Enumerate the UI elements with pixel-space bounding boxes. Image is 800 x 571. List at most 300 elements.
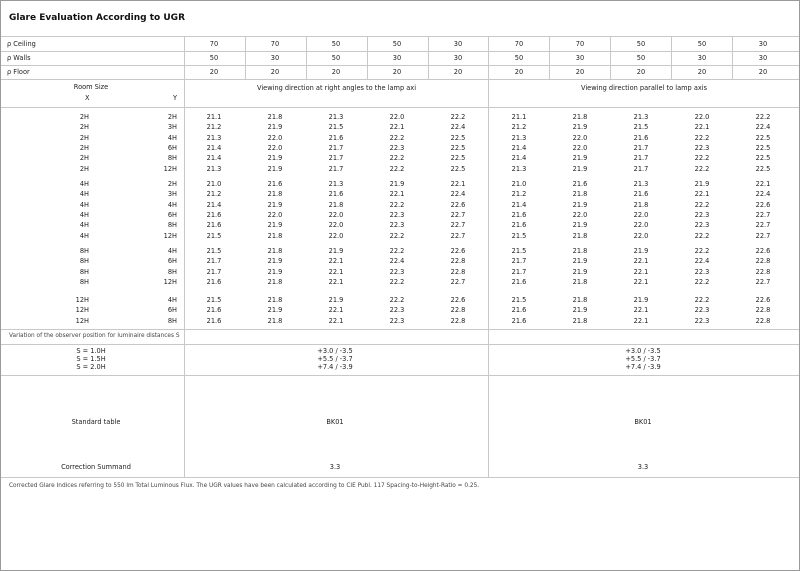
reflectance-value: 70 <box>209 40 219 48</box>
ugr-perpendicular-value: 22.7 <box>450 231 466 240</box>
ugr-parallel-value: 22.8 <box>755 316 771 325</box>
reflectance-label: ρ Ceiling <box>7 40 36 48</box>
reflectance-col-divider-2 <box>367 36 368 79</box>
ugr-parallel-value: 22.1 <box>633 257 649 266</box>
ugr-perpendicular-value: 21.3 <box>328 113 344 121</box>
ugr-perpendicular-value: 21.8 <box>267 277 283 286</box>
ugr-perpendicular-value: 22.7 <box>450 221 466 230</box>
ugr-perpendicular-value: 22.6 <box>450 296 466 304</box>
ugr-parallel-value: 22.7 <box>755 277 771 286</box>
ugr-parallel-value: 21.7 <box>633 164 649 173</box>
reflectance-value: 30 <box>453 54 463 62</box>
room-x-value: 8H <box>79 257 89 266</box>
ugr-perpendicular-value: 22.2 <box>389 247 405 255</box>
reflectance-col-divider-0 <box>245 36 246 79</box>
reflectance-value: 30 <box>392 54 402 62</box>
spacing-value: S = 2.0H <box>76 363 106 371</box>
ugr-parallel-value: 22.1 <box>633 277 649 286</box>
room-y-value: 6H <box>167 306 177 315</box>
ugr-perpendicular-value: 21.7 <box>206 257 222 266</box>
ugr-perpendicular-value: 22.8 <box>450 316 466 325</box>
ugr-parallel-value: 21.0 <box>511 180 527 188</box>
ugr-parallel-value: 22.1 <box>633 267 649 276</box>
room-x-value: 12H <box>75 306 89 315</box>
standard-table-parallel: BK01 <box>634 418 652 426</box>
spacing-value: S = 1.0H <box>76 347 106 355</box>
ugr-perpendicular-value: 21.6 <box>206 277 222 286</box>
variation-parallel-value: +7.4 / -3.9 <box>625 363 661 371</box>
ugr-parallel-value: 22.1 <box>633 316 649 325</box>
ugr-perpendicular-value: 21.7 <box>328 143 344 152</box>
ugr-perpendicular-value: 22.2 <box>389 296 405 304</box>
reflectance-label: ρ Floor <box>7 68 30 76</box>
ugr-perpendicular-value: 22.0 <box>328 221 344 230</box>
standard-table-label: Standard table <box>71 418 121 426</box>
ugr-perpendicular-value: 21.6 <box>328 190 344 199</box>
room-x-value: 2H <box>79 143 89 152</box>
ugr-parallel-value: 21.9 <box>633 296 649 304</box>
ugr-perpendicular-value: 22.3 <box>389 306 405 315</box>
ugr-parallel-value: 21.5 <box>511 296 527 304</box>
reflectance-col-divider-4 <box>549 36 550 79</box>
ugr-perpendicular-value: 22.1 <box>450 180 466 188</box>
ugr-parallel-value: 21.3 <box>511 133 527 142</box>
ugr-parallel-value: 21.5 <box>633 123 649 132</box>
ugr-parallel-value: 21.8 <box>572 296 588 304</box>
ugr-parallel-value: 22.8 <box>755 257 771 266</box>
ugr-perpendicular-value: 22.2 <box>450 113 466 121</box>
reflectance-col-divider-3 <box>428 36 429 79</box>
room-x-value: 4H <box>79 231 89 240</box>
ugr-parallel-value: 22.3 <box>694 267 710 276</box>
ugr-parallel-value: 22.2 <box>694 247 710 255</box>
ugr-perpendicular-value: 21.6 <box>206 316 222 325</box>
ugr-parallel-value: 22.2 <box>694 231 710 240</box>
ugr-perpendicular-value: 22.5 <box>450 143 466 152</box>
ugr-perpendicular-value: 21.3 <box>206 133 222 142</box>
ugr-perpendicular-value: 22.7 <box>450 277 466 286</box>
divider-2 <box>1 65 799 66</box>
ugr-parallel-value: 22.7 <box>755 221 771 230</box>
ugr-perpendicular-value: 22.8 <box>450 267 466 276</box>
room-x-value: 12H <box>75 316 89 325</box>
ugr-parallel-value: 22.0 <box>694 113 710 121</box>
room-y-value: 6H <box>167 143 177 152</box>
ugr-perpendicular-value: 22.3 <box>389 316 405 325</box>
ugr-parallel-value: 21.7 <box>511 267 527 276</box>
ugr-perpendicular-value: 21.9 <box>267 257 283 266</box>
reflectance-value: 50 <box>331 40 341 48</box>
ugr-perpendicular-value: 22.1 <box>328 306 344 315</box>
ugr-perpendicular-value: 22.3 <box>389 221 405 230</box>
ugr-perpendicular-value: 22.2 <box>389 164 405 173</box>
ugr-perpendicular-value: 22.1 <box>328 267 344 276</box>
variation-perpendicular-value: +5.5 / -3.7 <box>317 355 353 363</box>
room-x-value: 4H <box>79 210 89 219</box>
room-x-value: 8H <box>79 277 89 286</box>
ugr-perpendicular-value: 22.3 <box>389 143 405 152</box>
ugr-parallel-value: 22.6 <box>755 247 771 255</box>
divider-4 <box>1 107 799 108</box>
divider-8 <box>1 477 799 478</box>
ugr-perpendicular-value: 21.6 <box>206 306 222 315</box>
ugr-parallel-value: 21.6 <box>633 190 649 199</box>
ugr-perpendicular-value: 22.2 <box>389 200 405 209</box>
ugr-parallel-value: 22.5 <box>755 164 771 173</box>
room-x-value: 4H <box>79 200 89 209</box>
ugr-parallel-value: 22.2 <box>694 164 710 173</box>
y-header: Y <box>173 94 178 102</box>
reflectance-value: 30 <box>758 40 768 48</box>
ugr-parallel-value: 21.9 <box>572 306 588 315</box>
room-x-value: 4H <box>79 180 89 188</box>
ugr-perpendicular-value: 21.8 <box>267 296 283 304</box>
ugr-parallel-value: 21.8 <box>572 113 588 121</box>
variation-parallel-value: +3.0 / -3.5 <box>625 347 661 355</box>
ugr-parallel-value: 21.8 <box>633 200 649 209</box>
room-x-value: 2H <box>79 133 89 142</box>
ugr-parallel-value: 22.3 <box>694 306 710 315</box>
room-y-value: 8H <box>167 221 177 230</box>
ugr-perpendicular-value: 22.0 <box>267 133 283 142</box>
divider-3 <box>1 79 799 80</box>
ugr-parallel-value: 22.3 <box>694 316 710 325</box>
ugr-parallel-value: 22.0 <box>572 210 588 219</box>
reflectance-value: 20 <box>758 68 768 76</box>
ugr-parallel-value: 21.7 <box>511 257 527 266</box>
room-y-value: 12H <box>163 277 177 286</box>
ugr-perpendicular-value: 22.2 <box>389 277 405 286</box>
room-y-value: 4H <box>167 200 177 209</box>
room-y-value: 4H <box>167 296 177 304</box>
ugr-perpendicular-value: 21.9 <box>328 296 344 304</box>
ugr-parallel-value: 22.5 <box>755 133 771 142</box>
ugr-parallel-value: 22.2 <box>694 200 710 209</box>
ugr-parallel-value: 21.2 <box>511 190 527 199</box>
room-x-value: 8H <box>79 267 89 276</box>
reflectance-value: 50 <box>636 40 646 48</box>
ugr-parallel-value: 21.9 <box>694 180 710 188</box>
ugr-perpendicular-value: 22.1 <box>328 277 344 286</box>
reflectance-value: 20 <box>331 68 341 76</box>
ugr-perpendicular-value: 22.6 <box>450 247 466 255</box>
reflectance-col-divider-7 <box>732 36 733 79</box>
room-x-value: 4H <box>79 221 89 230</box>
ugr-perpendicular-value: 21.9 <box>328 247 344 255</box>
ugr-parallel-value: 22.3 <box>694 143 710 152</box>
ugr-perpendicular-value: 21.5 <box>206 231 222 240</box>
reflectance-value: 30 <box>270 54 280 62</box>
room-y-value: 6H <box>167 257 177 266</box>
ugr-perpendicular-value: 21.0 <box>206 180 222 188</box>
room-y-value: 2H <box>167 113 177 121</box>
divider-7 <box>1 375 799 376</box>
room-x-value: 2H <box>79 154 89 163</box>
ugr-parallel-value: 22.0 <box>572 133 588 142</box>
ugr-parallel-value: 21.9 <box>572 267 588 276</box>
variation-perpendicular-value: +3.0 / -3.5 <box>317 347 353 355</box>
reflectance-col-divider-5 <box>610 36 611 79</box>
ugr-perpendicular-value: 22.5 <box>450 154 466 163</box>
ugr-parallel-value: 21.7 <box>633 143 649 152</box>
room-y-value: 12H <box>163 231 177 240</box>
reflectance-value: 30 <box>758 54 768 62</box>
room-x-value: 2H <box>79 113 89 121</box>
ugr-parallel-value: 22.1 <box>694 190 710 199</box>
ugr-perpendicular-value: 21.5 <box>328 123 344 132</box>
ugr-perpendicular-value: 22.2 <box>389 133 405 142</box>
ugr-perpendicular-value: 22.8 <box>450 306 466 315</box>
reflectance-value: 50 <box>392 40 402 48</box>
perpendicular-view-header: Viewing direction at right angles to the lamp axi <box>256 84 417 92</box>
ugr-parallel-value: 21.6 <box>511 210 527 219</box>
ugr-parallel-value: 21.8 <box>572 247 588 255</box>
ugr-perpendicular-value: 22.8 <box>450 257 466 266</box>
room-x-value: 2H <box>79 123 89 132</box>
reflectance-value: 50 <box>697 40 707 48</box>
ugr-perpendicular-value: 21.9 <box>267 267 283 276</box>
ugr-parallel-value: 22.2 <box>694 277 710 286</box>
reflectance-value: 20 <box>453 68 463 76</box>
ugr-perpendicular-value: 21.9 <box>267 164 283 173</box>
ugr-perpendicular-value: 22.1 <box>328 316 344 325</box>
variation-perpendicular-value: +7.4 / -3.9 <box>317 363 353 371</box>
ugr-perpendicular-value: 21.8 <box>267 113 283 121</box>
divider-0 <box>1 36 799 37</box>
divider-1 <box>1 51 799 52</box>
ugr-parallel-value: 22.8 <box>755 306 771 315</box>
ugr-parallel-value: 21.3 <box>633 113 649 121</box>
ugr-parallel-value: 21.4 <box>511 200 527 209</box>
reflectance-value: 20 <box>575 68 585 76</box>
ugr-perpendicular-value: 21.6 <box>267 180 283 188</box>
room-x-value: 2H <box>79 164 89 173</box>
ugr-parallel-value: 21.7 <box>633 154 649 163</box>
ugr-parallel-value: 21.2 <box>511 123 527 132</box>
ugr-perpendicular-value: 22.2 <box>389 154 405 163</box>
ugr-perpendicular-value: 21.3 <box>328 180 344 188</box>
divider-v-left <box>184 36 185 477</box>
footnote: Corrected Glare Indices referring to 550 lm Total Luminous Flux. The UGR values have been calculated according to CIE Publ. 117 Spacing-to-Height-Ratio = 0.25. <box>9 483 480 489</box>
ugr-parallel-value: 21.3 <box>511 164 527 173</box>
ugr-perpendicular-value: 22.0 <box>389 113 405 121</box>
ugr-perpendicular-value: 21.9 <box>267 123 283 132</box>
page-title: Glare Evaluation According to UGR <box>9 13 185 23</box>
ugr-perpendicular-value: 21.7 <box>206 267 222 276</box>
ugr-parallel-value: 22.1 <box>633 306 649 315</box>
ugr-parallel-value: 22.1 <box>755 180 771 188</box>
ugr-perpendicular-value: 22.4 <box>389 257 405 266</box>
ugr-perpendicular-value: 22.2 <box>389 231 405 240</box>
ugr-perpendicular-value: 22.6 <box>450 200 466 209</box>
standard-table-perpendicular: BK01 <box>326 418 344 426</box>
variation-parallel-value: +5.5 / -3.7 <box>625 355 661 363</box>
ugr-perpendicular-value: 22.0 <box>267 210 283 219</box>
ugr-perpendicular-value: 21.6 <box>328 133 344 142</box>
reflectance-col-divider-1 <box>306 36 307 79</box>
ugr-perpendicular-value: 21.4 <box>206 154 222 163</box>
reflectance-value: 30 <box>575 54 585 62</box>
ugr-perpendicular-value: 21.2 <box>206 190 222 199</box>
ugr-parallel-value: 22.6 <box>755 200 771 209</box>
room-size-header: Room Size <box>73 83 109 91</box>
ugr-parallel-value: 22.7 <box>755 231 771 240</box>
room-y-value: 12H <box>163 164 177 173</box>
ugr-parallel-value: 22.8 <box>755 267 771 276</box>
ugr-parallel-value: 21.8 <box>572 231 588 240</box>
ugr-perpendicular-value: 21.7 <box>328 164 344 173</box>
ugr-perpendicular-value: 21.4 <box>206 143 222 152</box>
room-y-value: 4H <box>167 247 177 255</box>
reflectance-value: 20 <box>514 68 524 76</box>
ugr-perpendicular-value: 22.1 <box>389 123 405 132</box>
ugr-perpendicular-value: 22.0 <box>328 210 344 219</box>
ugr-parallel-value: 22.3 <box>694 221 710 230</box>
reflectance-value: 70 <box>514 40 524 48</box>
ugr-parallel-value: 22.7 <box>755 210 771 219</box>
room-y-value: 8H <box>167 154 177 163</box>
ugr-parallel-value: 21.9 <box>572 123 588 132</box>
ugr-parallel-value: 21.6 <box>511 277 527 286</box>
ugr-parallel-value: 22.0 <box>633 221 649 230</box>
ugr-perpendicular-value: 22.0 <box>267 143 283 152</box>
parallel-view-header: Viewing direction parallel to lamp axis <box>580 84 708 92</box>
ugr-perpendicular-value: 22.5 <box>450 133 466 142</box>
ugr-parallel-value: 21.9 <box>572 154 588 163</box>
ugr-parallel-value: 21.1 <box>511 113 527 121</box>
ugr-perpendicular-value: 21.2 <box>206 123 222 132</box>
ugr-parallel-value: 21.9 <box>572 164 588 173</box>
ugr-perpendicular-value: 21.6 <box>206 210 222 219</box>
room-y-value: 2H <box>167 180 177 188</box>
ugr-parallel-value: 21.9 <box>572 221 588 230</box>
correction-summand-parallel: 3.3 <box>637 463 649 471</box>
ugr-parallel-value: 21.5 <box>511 231 527 240</box>
ugr-perpendicular-value: 22.5 <box>450 164 466 173</box>
ugr-perpendicular-value: 21.5 <box>206 296 222 304</box>
ugr-parallel-value: 21.9 <box>633 247 649 255</box>
ugr-perpendicular-value: 22.7 <box>450 210 466 219</box>
reflectance-value: 70 <box>270 40 280 48</box>
room-y-value: 8H <box>167 316 177 325</box>
ugr-parallel-value: 22.5 <box>755 143 771 152</box>
reflectance-value: 50 <box>331 54 341 62</box>
ugr-parallel-value: 22.2 <box>755 113 771 121</box>
ugr-parallel-value: 22.4 <box>694 257 710 266</box>
ugr-perpendicular-value: 21.8 <box>267 316 283 325</box>
reflectance-col-divider-6 <box>671 36 672 79</box>
ugr-parallel-value: 22.2 <box>694 296 710 304</box>
reflectance-value: 20 <box>697 68 707 76</box>
ugr-perpendicular-value: 21.4 <box>206 200 222 209</box>
room-x-value: 12H <box>75 296 89 304</box>
ugr-parallel-value: 21.8 <box>572 190 588 199</box>
ugr-parallel-value: 22.5 <box>755 154 771 163</box>
ugr-parallel-value: 21.8 <box>572 316 588 325</box>
correction-summand-label: Correction Summand <box>61 463 131 471</box>
ugr-parallel-value: 22.6 <box>755 296 771 304</box>
ugr-perpendicular-value: 21.9 <box>267 154 283 163</box>
room-y-value: 3H <box>167 190 177 199</box>
room-y-value: 3H <box>167 123 177 132</box>
ugr-parallel-value: 21.5 <box>511 247 527 255</box>
divider-v-mid <box>488 36 489 477</box>
ugr-parallel-value: 21.4 <box>511 154 527 163</box>
divider-5 <box>1 329 799 330</box>
ugr-perpendicular-value: 21.6 <box>206 221 222 230</box>
ugr-perpendicular-value: 22.4 <box>450 190 466 199</box>
ugr-perpendicular-value: 21.8 <box>328 200 344 209</box>
ugr-perpendicular-value: 21.5 <box>206 247 222 255</box>
variation-label: Variation of the observer position for luminaire distances S <box>9 333 180 339</box>
ugr-parallel-value: 22.0 <box>633 210 649 219</box>
ugr-parallel-value: 21.8 <box>572 277 588 286</box>
ugr-parallel-value: 21.9 <box>572 200 588 209</box>
ugr-perpendicular-value: 21.9 <box>267 306 283 315</box>
ugr-parallel-value: 22.0 <box>572 143 588 152</box>
ugr-perpendicular-value: 21.8 <box>267 231 283 240</box>
ugr-perpendicular-value: 22.4 <box>450 123 466 132</box>
reflectance-value: 30 <box>453 40 463 48</box>
reflectance-value: 20 <box>636 68 646 76</box>
ugr-parallel-value: 22.4 <box>755 123 771 132</box>
divider-6 <box>1 344 799 345</box>
room-x-value: 4H <box>79 190 89 199</box>
reflectance-label: ρ Walls <box>7 54 31 62</box>
reflectance-value: 20 <box>392 68 402 76</box>
ugr-perpendicular-value: 21.8 <box>267 190 283 199</box>
ugr-parallel-value: 22.2 <box>694 133 710 142</box>
reflectance-value: 50 <box>514 54 524 62</box>
ugr-perpendicular-value: 21.1 <box>206 113 222 121</box>
ugr-parallel-value: 21.6 <box>572 180 588 188</box>
ugr-perpendicular-value: 22.3 <box>389 210 405 219</box>
ugr-parallel-value: 21.4 <box>511 143 527 152</box>
reflectance-value: 30 <box>697 54 707 62</box>
room-y-value: 4H <box>167 133 177 142</box>
ugr-perpendicular-value: 21.7 <box>328 154 344 163</box>
ugr-parallel-value: 22.1 <box>694 123 710 132</box>
ugr-parallel-value: 22.4 <box>755 190 771 199</box>
reflectance-value: 20 <box>209 68 219 76</box>
ugr-parallel-value: 22.0 <box>633 231 649 240</box>
ugr-parallel-value: 21.6 <box>511 221 527 230</box>
ugr-perpendicular-value: 21.9 <box>267 221 283 230</box>
x-header: X <box>85 94 90 102</box>
reflectance-value: 50 <box>209 54 219 62</box>
ugr-perpendicular-value: 22.1 <box>389 190 405 199</box>
room-y-value: 8H <box>167 267 177 276</box>
ugr-perpendicular-value: 22.1 <box>328 257 344 266</box>
ugr-parallel-value: 21.9 <box>572 257 588 266</box>
spacing-value: S = 1.5H <box>76 355 106 363</box>
ugr-perpendicular-value: 22.3 <box>389 267 405 276</box>
ugr-perpendicular-value: 21.8 <box>267 247 283 255</box>
ugr-perpendicular-value: 21.9 <box>389 180 405 188</box>
ugr-perpendicular-value: 21.3 <box>206 164 222 173</box>
ugr-parallel-value: 21.3 <box>633 180 649 188</box>
room-x-value: 8H <box>79 247 89 255</box>
reflectance-value: 70 <box>575 40 585 48</box>
ugr-parallel-value: 21.6 <box>511 306 527 315</box>
reflectance-value: 20 <box>270 68 280 76</box>
ugr-perpendicular-value: 21.9 <box>267 200 283 209</box>
ugr-parallel-value: 21.6 <box>633 133 649 142</box>
ugr-parallel-value: 22.2 <box>694 154 710 163</box>
correction-summand-perpendicular: 3.3 <box>329 463 341 471</box>
ugr-parallel-value: 21.6 <box>511 316 527 325</box>
ugr-parallel-value: 22.3 <box>694 210 710 219</box>
